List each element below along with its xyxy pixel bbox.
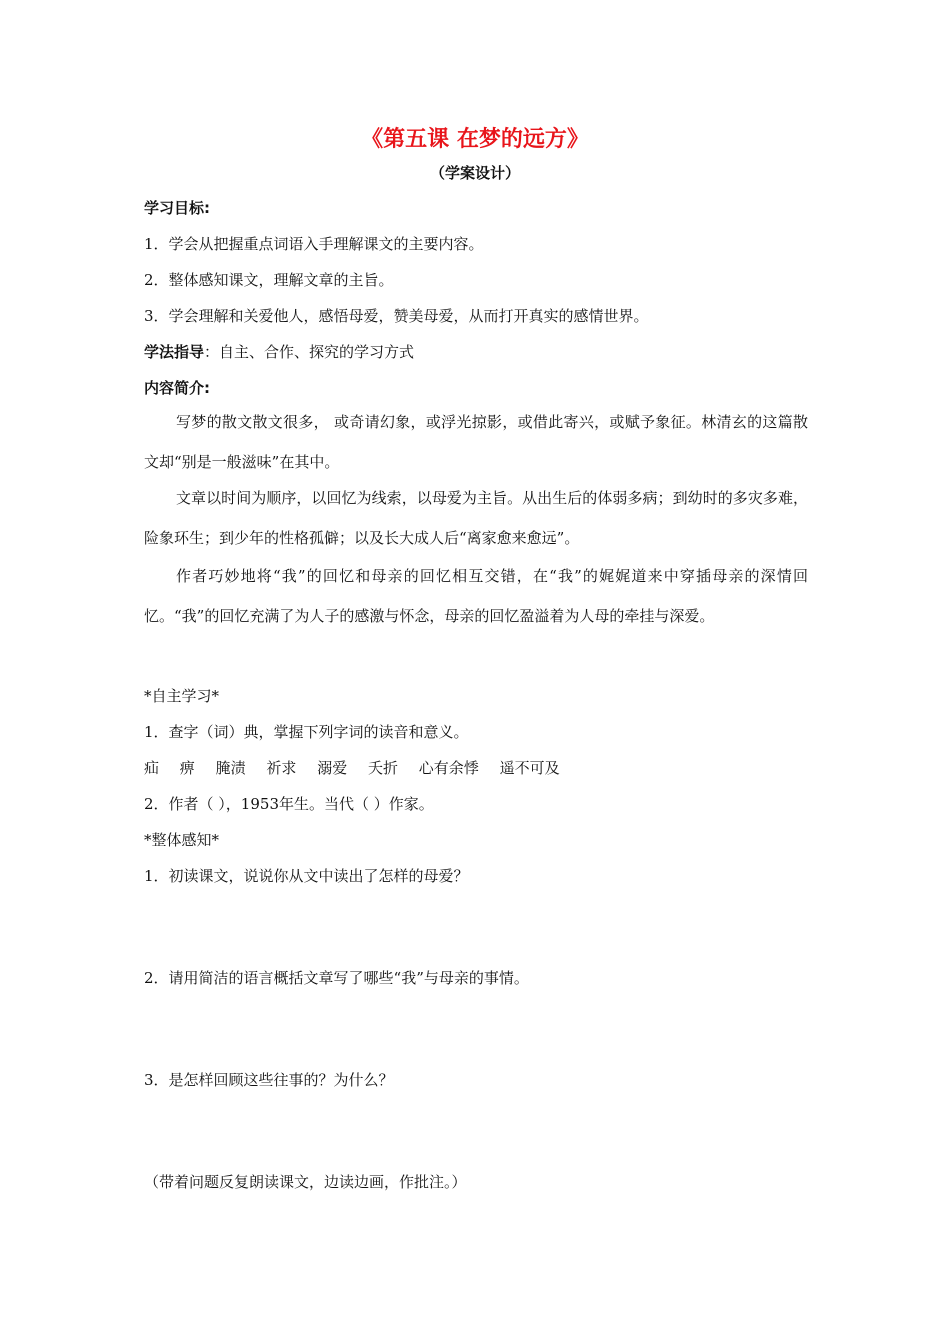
reading-note: （带着问题反复朗读课文，边读边画，作批注。） (144, 1173, 467, 1191)
vocab-list (144, 758, 576, 778)
overall-q2: 2．请用简洁的语言概括文章写了哪些“我”与母亲的事情。 (144, 969, 529, 987)
goal-item-1: 1．学会从把握重点词语入手理解课文的主要内容。 (144, 235, 484, 253)
vocab-word: 腌渍 (215, 759, 246, 777)
vocab-word: 祈求 (266, 759, 297, 777)
vocab-word: 心有余悸 (418, 759, 479, 777)
intro-paragraph-3: 作者巧妙地将“我”的回忆和母亲的回忆相互交错，在“我”的娓娓道来中穿插母亲的深情回忆。“我”的回忆充满了为人子的感激与怀念，母亲的回忆盈溢着为人母的牵挂与深爱。 (144, 567, 808, 625)
overall-q3: 3．是怎样回顾这些往事的？为什么？ (144, 1071, 394, 1089)
vocab-word: 遥不可及 (499, 759, 560, 777)
method-text: ：自主、合作、探究的学习方式 (204, 343, 415, 361)
intro-heading: 内容简介: (144, 379, 210, 397)
goals-heading: 学习目标: (144, 199, 210, 217)
intro-paragraph-2: 文章以时间为顺序，以回忆为线索，以母爱为主旨。从出生后的体弱多病；到幼时的多灾多难，险象环生；到少年的性格孤僻；以及长大成人后“离家愈来愈远”。 (144, 489, 808, 547)
goal-item-3: 3．学会理解和关爱他人，感悟母爱，赞美母爱，从而打开真实的感情世界。 (144, 307, 649, 325)
page-subtitle: （学案设计） (429, 164, 520, 182)
vocab-word: 痹 (179, 759, 195, 777)
goal-item-2: 2．整体感知课文，理解文章的主旨。 (144, 271, 394, 289)
method-heading: 学法指导 (144, 343, 205, 361)
self-study-q2: 2．作者（ ），1953年生。当代（ ）作家。 (144, 795, 434, 813)
vocab-word: 溺爱 (317, 759, 348, 777)
overall-heading: *整体感知* (144, 831, 220, 849)
method-line (144, 342, 414, 362)
self-study-q1: 1．查字（词）典，掌握下列字词的读音和意义。 (144, 723, 469, 741)
vocab-word: 夭折 (367, 759, 398, 777)
overall-q1: 1．初读课文，说说你从文中读出了怎样的母爱？ (144, 867, 469, 885)
page-title: 《第五课 在梦的远方》 (361, 127, 589, 152)
self-study-heading: *自主学习* (144, 687, 220, 705)
vocab-word: 疝 (144, 759, 160, 777)
intro-paragraph-1: 写梦的散文散文很多， 或奇请幻象，或浮光掠影，或借此寄兴，或赋予象征。林清玄的这篇散文却“别是一般滋味”在其中。 (144, 413, 808, 471)
